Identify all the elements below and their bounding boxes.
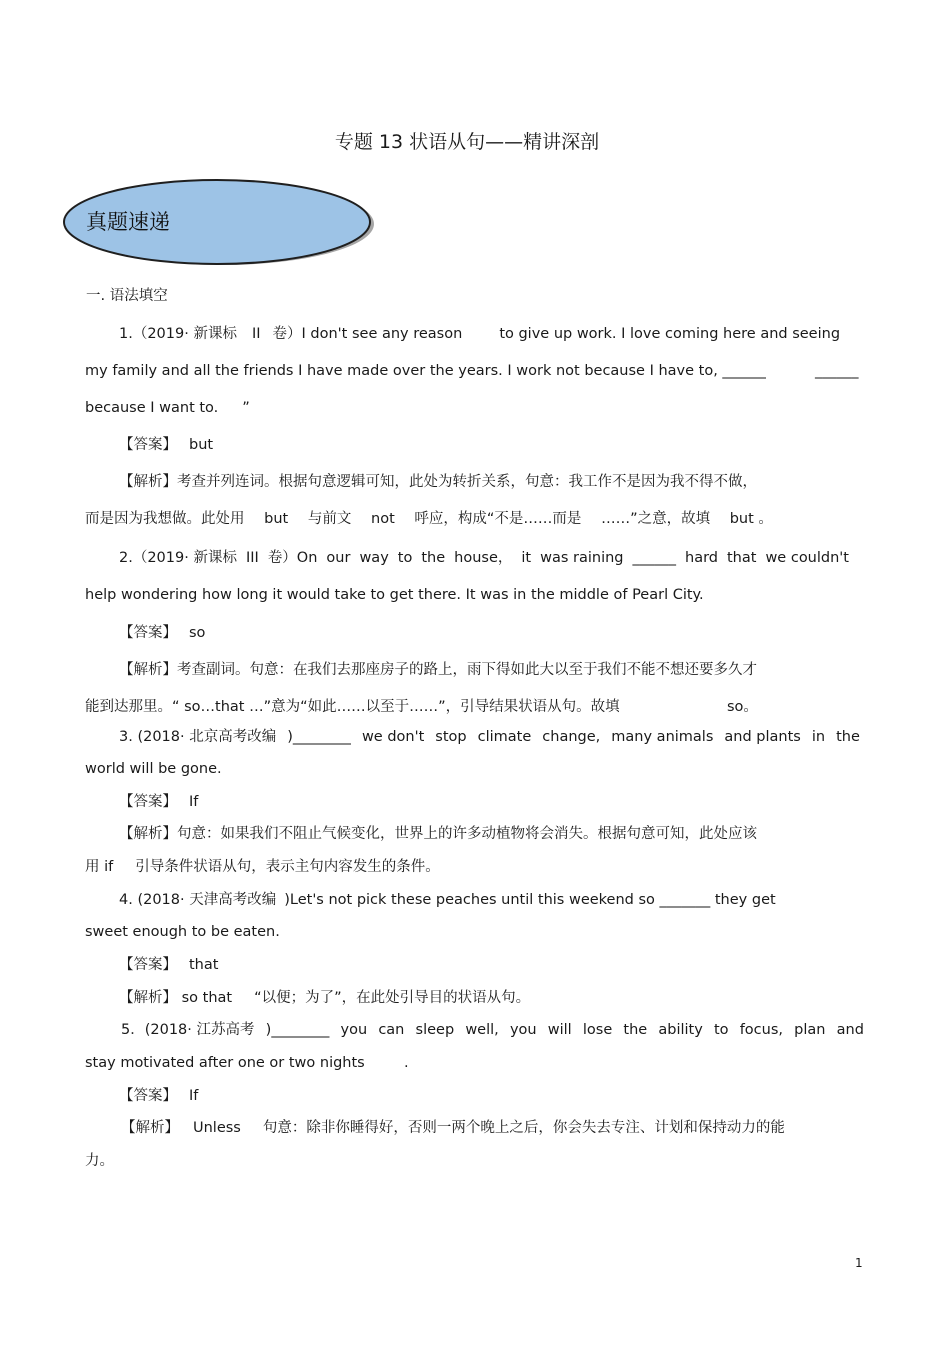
- section-heading: 一. 语法填空: [86, 288, 168, 304]
- text-run: 卷）I don't see any reason: [272, 326, 463, 342]
- text-run: can: [378, 1022, 405, 1038]
- blank: ______: [815, 363, 859, 379]
- text-run: )Let's not pick these peaches until this weekend so _______ they get: [284, 892, 776, 908]
- text-run: well,: [465, 1022, 499, 1038]
- text-run: 4. (2018· 天津高考改编: [119, 892, 277, 908]
- text-run: we don't: [361, 729, 425, 745]
- q3-analysis-1: 【解析】句意：如果我们不阻止气候变化，世界上的许多动植物将会消失。根据句意可知，此处应该: [119, 826, 757, 842]
- text-run: in: [811, 729, 826, 745]
- text-run: our: [326, 550, 351, 566]
- text-run: 引导条件状语从句，表示主句内容发生的条件。: [135, 859, 440, 875]
- q1-line-2: [85, 362, 766, 380]
- q3-line-1: [119, 728, 860, 746]
- q1-line-3: [85, 399, 250, 417]
- q5-line-1: [121, 1021, 864, 1039]
- text-run: ______: [632, 550, 676, 566]
- text-run: sleep: [415, 1022, 455, 1038]
- text-run: the: [421, 550, 446, 566]
- text-run: plan: [794, 1022, 826, 1038]
- answer-label: 【答案】: [119, 625, 177, 641]
- answer-label: 【答案】: [119, 1088, 177, 1104]
- q4-line-2: sweet enough to be eaten.: [85, 924, 280, 940]
- text-run: change,: [542, 729, 601, 745]
- answer-value: If: [189, 794, 199, 810]
- answer-value: so: [189, 625, 206, 641]
- text-run: 与前文: [307, 511, 352, 527]
- q1-analysis-2: [85, 510, 773, 528]
- text-run: Unless: [193, 1120, 241, 1136]
- page-number: 1: [855, 1256, 863, 1270]
- document-title: 专题 13 状语从句——精讲深剖: [334, 131, 600, 153]
- text-run: and: [836, 1022, 864, 1038]
- text-run: house，: [454, 550, 513, 566]
- text-run: you: [509, 1022, 537, 1038]
- answer-value: that: [189, 957, 219, 973]
- text-run: and plants: [724, 729, 801, 745]
- q3-answer: [119, 793, 198, 811]
- answer-label: 【答案】: [119, 794, 177, 810]
- text-run: the: [623, 1022, 648, 1038]
- text-run: because I want to.: [85, 400, 219, 416]
- text-run: not: [371, 511, 395, 527]
- q5-answer: [119, 1087, 198, 1105]
- text-run: 呼应，构成“不是……而是: [414, 511, 582, 527]
- q5-analysis-1: [121, 1119, 785, 1137]
- text-run: lose: [582, 1022, 613, 1038]
- answer-value: but: [189, 437, 214, 453]
- text-run: but 。: [729, 511, 773, 527]
- q5-analysis-2: 力。: [85, 1153, 114, 1169]
- text-run: 【解析】: [121, 1120, 179, 1136]
- text-run: stop: [435, 729, 467, 745]
- text-run: was raining: [540, 550, 624, 566]
- q4-answer: [119, 956, 218, 974]
- text-run: .: [404, 1055, 409, 1071]
- text-run: my family and all the friends I have made over the years. I work not because I have to, ______: [85, 363, 766, 379]
- text-run: climate: [477, 729, 532, 745]
- text-run: 句意：除非你睡得好，否则一两个晚上之后，你会失去专注、计划和保持动力的能: [262, 1120, 785, 1136]
- text-run: 1.（2019· 新课标: [119, 326, 237, 342]
- q2-answer: [119, 624, 205, 642]
- q1-answer: [119, 436, 213, 454]
- text-run: 5．(2018· 江苏高考: [121, 1022, 255, 1038]
- text-run: 2.（2019· 新课标: [119, 550, 237, 566]
- answer-value: If: [189, 1088, 199, 1104]
- text-run: to: [713, 1022, 729, 1038]
- text-run: we couldn't: [765, 550, 849, 566]
- q2-line-2: help wondering how long it would take to get there. It was in the middle of Pearl City.: [85, 587, 704, 603]
- answer-label: 【答案】: [119, 437, 177, 453]
- text-run: way: [359, 550, 389, 566]
- text-run: ability: [658, 1022, 703, 1038]
- text-run: III: [245, 550, 259, 566]
- banner-label: 真题速递: [86, 210, 170, 234]
- text-run: to: [397, 550, 413, 566]
- q2-line-1: [119, 549, 849, 567]
- text-run: 【解析】 so that: [119, 990, 233, 1006]
- text-run: 能到达那里。“ so…that …”意为“如此……以至于……”，引导结果状语从句。故填: [85, 699, 620, 715]
- q4-analysis: [119, 989, 530, 1007]
- text-run: II: [251, 326, 261, 342]
- text-run: but: [264, 511, 289, 527]
- text-run: )________: [265, 1022, 330, 1038]
- q3-analysis-2: [85, 858, 440, 876]
- text-run: you: [340, 1022, 368, 1038]
- text-run: many animals: [611, 729, 714, 745]
- answer-label: 【答案】: [119, 957, 177, 973]
- text-run: ”: [242, 400, 250, 416]
- q5-line-2: [85, 1054, 365, 1072]
- text-run: the: [836, 729, 860, 745]
- text-run: 卷）On: [267, 550, 318, 566]
- text-run: hard: [685, 550, 718, 566]
- q1-line-1: [119, 325, 840, 343]
- text-run: that: [727, 550, 757, 566]
- q4-line-1: [119, 891, 776, 909]
- text-run: ……”之意，故填: [601, 511, 711, 527]
- q2-analysis-1: 【解析】考查副词。句意：在我们去那座房子的路上，雨下得如此大以至于我们不能不想还要多久才: [119, 662, 757, 678]
- text-run: to give up work. I love coming here and seeing: [499, 326, 841, 342]
- text-run: 用 if: [85, 859, 114, 875]
- text-run: 而是因为我想做。此处用: [85, 511, 245, 527]
- text-run: so。: [727, 699, 758, 715]
- text-run: “以便；为了”，在此处引导目的状语从句。: [254, 990, 531, 1006]
- q3-line-2: world will be gone.: [85, 761, 222, 777]
- text-run: )________: [287, 729, 351, 745]
- text-run: stay motivated after one or two nights: [85, 1055, 365, 1071]
- text-run: focus,: [739, 1022, 783, 1038]
- q2-analysis-2: [85, 698, 620, 716]
- text-run: 3. (2018· 北京高考改编: [119, 729, 277, 745]
- text-run: will: [547, 1022, 572, 1038]
- q1-analysis-1: 【解析】考查并列连词。根据句意逻辑可知，此处为转折关系，句意：我工作不是因为我不得不做，: [119, 474, 757, 490]
- text-run: it: [521, 550, 532, 566]
